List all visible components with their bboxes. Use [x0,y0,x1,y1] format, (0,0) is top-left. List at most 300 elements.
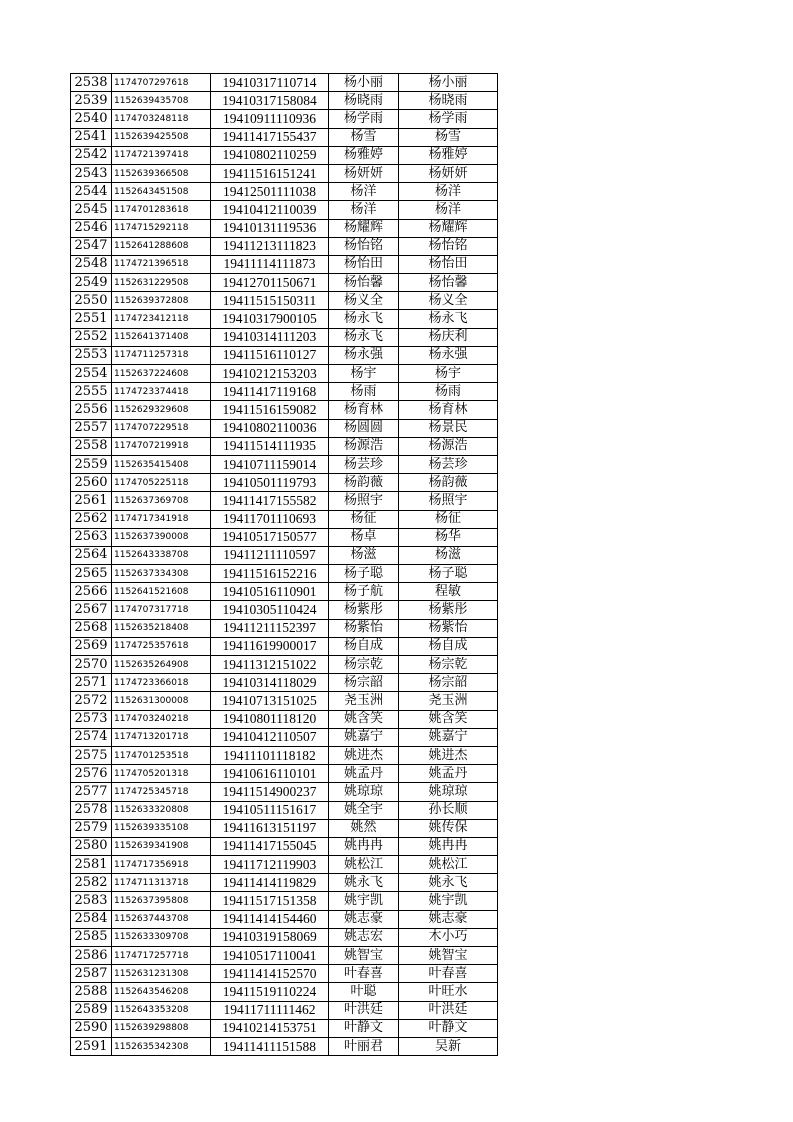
exam-number-cell: 19410713151025 [211,692,329,710]
row-number-cell: 2541 [71,128,112,146]
name-alt-cell: 杨宗乾 [399,656,498,674]
id-number-cell: 1174711257318 [112,346,211,364]
name-alt-cell: 程敏 [399,583,498,601]
exam-number-cell: 19411515150311 [211,292,329,310]
table-row [71,819,498,837]
row-number-cell: 2578 [71,801,112,819]
id-number-cell: 1174717341918 [112,510,211,528]
id-number-cell: 1152643338708 [112,546,211,564]
name-cell: 姚冉冉 [329,837,399,855]
table-row [71,255,498,273]
name-cell: 杨宗韶 [329,674,399,692]
name-alt-cell: 杨源浩 [399,437,498,455]
table-row [71,219,498,237]
roster-table-body [71,74,498,1056]
id-number-cell: 1152637390008 [112,528,211,546]
row-number-cell: 2583 [71,892,112,910]
table-row [71,274,498,292]
table-row [71,164,498,182]
id-number-cell: 1152639435708 [112,92,211,110]
exam-number-cell: 19411211152397 [211,619,329,637]
exam-number-cell: 19410317110714 [211,74,329,92]
id-number-cell: 1152643546208 [112,983,211,1001]
row-number-cell: 2552 [71,328,112,346]
table-row [71,401,498,419]
name-alt-cell: 杨小丽 [399,74,498,92]
table-row [71,74,498,92]
exam-number-cell: 19410911110936 [211,110,329,128]
name-cell: 姚智宝 [329,947,399,965]
row-number-cell: 2581 [71,856,112,874]
table-row [71,983,498,1001]
table-row [71,419,498,437]
id-number-cell: 1152639366508 [112,164,211,182]
exam-number-cell: 19411414154460 [211,910,329,928]
row-number-cell: 2544 [71,183,112,201]
name-cell: 杨洋 [329,183,399,201]
row-number-cell: 2584 [71,910,112,928]
name-alt-cell: 杨义全 [399,292,498,310]
row-number-cell: 2567 [71,601,112,619]
name-alt-cell: 杨芸珍 [399,455,498,473]
id-number-cell: 1152633309708 [112,928,211,946]
id-number-cell: 1152639335108 [112,819,211,837]
exam-number-cell: 19410314111203 [211,328,329,346]
name-cell: 杨自成 [329,637,399,655]
id-number-cell: 1174711313718 [112,874,211,892]
name-alt-cell: 杨宇 [399,365,498,383]
name-cell: 姚志豪 [329,910,399,928]
name-alt-cell: 叶春喜 [399,965,498,983]
name-alt-cell: 姚松江 [399,856,498,874]
name-alt-cell: 叶洪廷 [399,1001,498,1019]
name-cell: 杨怡馨 [329,274,399,292]
name-cell: 姚进杰 [329,746,399,764]
name-cell: 杨雨 [329,383,399,401]
row-number-cell: 2562 [71,510,112,528]
exam-number-cell: 19411711111462 [211,1001,329,1019]
name-alt-cell: 杨雪 [399,128,498,146]
table-row [71,874,498,892]
exam-number-cell: 19411417155437 [211,128,329,146]
exam-number-cell: 19410711159014 [211,455,329,473]
id-number-cell: 1152629329608 [112,401,211,419]
row-number-cell: 2563 [71,528,112,546]
exam-number-cell: 19411312151022 [211,656,329,674]
exam-number-cell: 19410616110101 [211,765,329,783]
exam-number-cell: 19411417155582 [211,492,329,510]
exam-number-cell: 19410801118120 [211,710,329,728]
name-cell: 杨雪 [329,128,399,146]
name-alt-cell: 杨怡馨 [399,274,498,292]
id-number-cell: 1174723412118 [112,310,211,328]
id-number-cell: 1174721397418 [112,146,211,164]
exam-number-cell: 19410517110041 [211,947,329,965]
row-number-cell: 2579 [71,819,112,837]
table-row [71,237,498,255]
name-alt-cell: 木小巧 [399,928,498,946]
table-row [71,728,498,746]
name-cell: 杨雅婷 [329,146,399,164]
name-alt-cell: 叶静文 [399,1019,498,1037]
id-number-cell: 1174705201318 [112,765,211,783]
name-alt-cell: 姚琼琼 [399,783,498,801]
id-number-cell: 1152643353208 [112,1001,211,1019]
name-cell: 杨紫彤 [329,601,399,619]
name-alt-cell: 杨雅婷 [399,146,498,164]
exam-number-cell: 19411516152216 [211,565,329,583]
name-alt-cell: 杨晓雨 [399,92,498,110]
id-number-cell: 1174721396518 [112,255,211,273]
name-alt-cell: 杨华 [399,528,498,546]
name-cell: 姚全宇 [329,801,399,819]
row-number-cell: 2573 [71,710,112,728]
name-alt-cell: 姚冉冉 [399,837,498,855]
name-cell: 姚然 [329,819,399,837]
exam-number-cell: 19411519110224 [211,983,329,1001]
name-cell: 杨学雨 [329,110,399,128]
name-alt-cell: 杨照宇 [399,492,498,510]
name-alt-cell: 杨耀辉 [399,219,498,237]
name-cell: 叶洪廷 [329,1001,399,1019]
name-cell: 杨怡田 [329,255,399,273]
table-row [71,383,498,401]
exam-number-cell: 19410412110039 [211,201,329,219]
name-alt-cell: 姚嘉宁 [399,728,498,746]
id-number-cell: 1152637443708 [112,910,211,928]
name-cell: 杨晓雨 [329,92,399,110]
id-number-cell: 1174723366018 [112,674,211,692]
name-alt-cell: 杨永飞 [399,310,498,328]
exam-number-cell: 19410802110259 [211,146,329,164]
id-number-cell: 1174717257718 [112,947,211,965]
exam-number-cell: 19411516151241 [211,164,329,182]
name-alt-cell: 杨怡铭 [399,237,498,255]
name-alt-cell: 杨怡田 [399,255,498,273]
row-number-cell: 2575 [71,746,112,764]
row-number-cell: 2568 [71,619,112,637]
id-number-cell: 1152637334308 [112,565,211,583]
id-number-cell: 1174703240218 [112,710,211,728]
row-number-cell: 2576 [71,765,112,783]
table-row [71,801,498,819]
table-row [71,692,498,710]
name-cell: 杨韵薇 [329,474,399,492]
exam-number-cell: 19411114111873 [211,255,329,273]
row-number-cell: 2585 [71,928,112,946]
table-row [71,783,498,801]
row-number-cell: 2582 [71,874,112,892]
id-number-cell: 1174707297618 [112,74,211,92]
name-alt-cell: 杨永强 [399,346,498,364]
table-row [71,947,498,965]
row-number-cell: 2557 [71,419,112,437]
exam-number-cell: 19411417155045 [211,837,329,855]
row-number-cell: 2554 [71,365,112,383]
name-cell: 姚永飞 [329,874,399,892]
row-number-cell: 2547 [71,237,112,255]
table-row [71,1019,498,1037]
id-number-cell: 1152637369708 [112,492,211,510]
id-number-cell: 1152635218408 [112,619,211,637]
id-number-cell: 1152641371408 [112,328,211,346]
name-alt-cell: 杨妍妍 [399,164,498,182]
name-alt-cell: 姚进杰 [399,746,498,764]
name-alt-cell: 杨育林 [399,401,498,419]
exam-number-cell: 19411213111823 [211,237,329,255]
id-number-cell: 1174707229518 [112,419,211,437]
table-row [71,455,498,473]
row-number-cell: 2587 [71,965,112,983]
id-number-cell: 1152631231308 [112,965,211,983]
id-number-cell: 1174717356918 [112,856,211,874]
roster-table [70,73,498,1056]
exam-number-cell: 19411701110693 [211,510,329,528]
exam-number-cell: 19410214153751 [211,1019,329,1037]
row-number-cell: 2556 [71,401,112,419]
name-cell: 叶丽君 [329,1037,399,1055]
row-number-cell: 2566 [71,583,112,601]
id-number-cell: 1152639298808 [112,1019,211,1037]
name-cell: 杨芸珍 [329,455,399,473]
table-row [71,92,498,110]
name-alt-cell: 姚含笑 [399,710,498,728]
table-row [71,146,498,164]
row-number-cell: 2560 [71,474,112,492]
row-number-cell: 2553 [71,346,112,364]
exam-number-cell: 19410511151617 [211,801,329,819]
name-cell: 杨宇 [329,365,399,383]
name-alt-cell: 姚宇凯 [399,892,498,910]
table-row [71,474,498,492]
name-cell: 杨滋 [329,546,399,564]
table-row [71,1037,498,1055]
row-number-cell: 2540 [71,110,112,128]
exam-number-cell: 19411211110597 [211,546,329,564]
name-cell: 杨永强 [329,346,399,364]
name-cell: 尧玉洲 [329,692,399,710]
name-alt-cell: 叶旺水 [399,983,498,1001]
row-number-cell: 2569 [71,637,112,655]
exam-number-cell: 19412501111038 [211,183,329,201]
table-row [71,510,498,528]
exam-number-cell: 19410212153203 [211,365,329,383]
row-number-cell: 2551 [71,310,112,328]
id-number-cell: 1152631300008 [112,692,211,710]
id-number-cell: 1174705225118 [112,474,211,492]
row-number-cell: 2546 [71,219,112,237]
name-alt-cell: 姚智宝 [399,947,498,965]
row-number-cell: 2565 [71,565,112,583]
name-cell: 杨耀辉 [329,219,399,237]
exam-number-cell: 19410516110901 [211,583,329,601]
name-cell: 姚宇凯 [329,892,399,910]
table-row [71,583,498,601]
id-number-cell: 1152631229508 [112,274,211,292]
table-row [71,656,498,674]
name-cell: 杨妍妍 [329,164,399,182]
name-alt-cell: 杨韵薇 [399,474,498,492]
exam-number-cell: 19411517151358 [211,892,329,910]
name-alt-cell: 杨庆利 [399,328,498,346]
name-cell: 杨源浩 [329,437,399,455]
name-alt-cell: 杨洋 [399,183,498,201]
name-cell: 杨宗乾 [329,656,399,674]
exam-number-cell: 19411101118182 [211,746,329,764]
name-alt-cell: 尧玉洲 [399,692,498,710]
id-number-cell: 1152637224608 [112,365,211,383]
table-row [71,328,498,346]
exam-number-cell: 19411414152570 [211,965,329,983]
name-alt-cell: 姚孟丹 [399,765,498,783]
row-number-cell: 2542 [71,146,112,164]
table-row [71,601,498,619]
name-cell: 杨育林 [329,401,399,419]
row-number-cell: 2558 [71,437,112,455]
name-cell: 杨卓 [329,528,399,546]
table-row [71,201,498,219]
name-alt-cell: 杨洋 [399,201,498,219]
name-cell: 叶春喜 [329,965,399,983]
name-alt-cell: 姚永飞 [399,874,498,892]
table-row [71,292,498,310]
id-number-cell: 1152635342308 [112,1037,211,1055]
table-row [71,183,498,201]
table-row [71,110,498,128]
row-number-cell: 2559 [71,455,112,473]
id-number-cell: 1174725357618 [112,637,211,655]
id-number-cell: 1174707317718 [112,601,211,619]
table-row [71,310,498,328]
table-row [71,765,498,783]
table-row [71,346,498,364]
row-number-cell: 2571 [71,674,112,692]
row-number-cell: 2543 [71,164,112,182]
name-alt-cell: 杨景民 [399,419,498,437]
name-cell: 杨永飞 [329,328,399,346]
exam-number-cell: 19411417119168 [211,383,329,401]
name-alt-cell: 杨宗韶 [399,674,498,692]
table-row [71,365,498,383]
row-number-cell: 2589 [71,1001,112,1019]
table-row [71,492,498,510]
table-row [71,910,498,928]
id-number-cell: 1174713201718 [112,728,211,746]
exam-number-cell: 19411514111935 [211,437,329,455]
id-number-cell: 1174715292118 [112,219,211,237]
id-number-cell: 1152639372808 [112,292,211,310]
id-number-cell: 1152641521608 [112,583,211,601]
exam-number-cell: 19410131119536 [211,219,329,237]
row-number-cell: 2550 [71,292,112,310]
table-row [71,546,498,564]
exam-number-cell: 19412701150671 [211,274,329,292]
name-cell: 杨小丽 [329,74,399,92]
name-cell: 杨义全 [329,292,399,310]
exam-number-cell: 19411712119903 [211,856,329,874]
name-cell: 杨紫怡 [329,619,399,637]
name-cell: 姚琼琼 [329,783,399,801]
id-number-cell: 1152635264908 [112,656,211,674]
name-cell: 杨永飞 [329,310,399,328]
exam-number-cell: 19410517150577 [211,528,329,546]
table-row [71,565,498,583]
name-alt-cell: 杨紫怡 [399,619,498,637]
name-alt-cell: 吴新 [399,1037,498,1055]
name-cell: 姚志宏 [329,928,399,946]
table-row [71,637,498,655]
name-alt-cell: 姚志豪 [399,910,498,928]
exam-number-cell: 19411516110127 [211,346,329,364]
row-number-cell: 2548 [71,255,112,273]
table-row [71,619,498,637]
id-number-cell: 1152643451508 [112,183,211,201]
row-number-cell: 2539 [71,92,112,110]
row-number-cell: 2580 [71,837,112,855]
table-row [71,1001,498,1019]
table-row [71,710,498,728]
table-row [71,528,498,546]
id-number-cell: 1174703248118 [112,110,211,128]
id-number-cell: 1152639341908 [112,837,211,855]
table-row [71,128,498,146]
exam-number-cell: 19411516159082 [211,401,329,419]
name-cell: 杨征 [329,510,399,528]
name-alt-cell: 杨滋 [399,546,498,564]
name-cell: 姚嘉宁 [329,728,399,746]
row-number-cell: 2590 [71,1019,112,1037]
exam-number-cell: 19411514900237 [211,783,329,801]
row-number-cell: 2588 [71,983,112,1001]
name-cell: 杨照宇 [329,492,399,510]
name-alt-cell: 杨紫彤 [399,601,498,619]
name-alt-cell: 杨征 [399,510,498,528]
table-row [71,892,498,910]
name-alt-cell: 孙长顺 [399,801,498,819]
row-number-cell: 2572 [71,692,112,710]
id-number-cell: 1174701283618 [112,201,211,219]
row-number-cell: 2591 [71,1037,112,1055]
exam-number-cell: 19410802110036 [211,419,329,437]
exam-number-cell: 19410305110424 [211,601,329,619]
exam-number-cell: 19411414119829 [211,874,329,892]
exam-number-cell: 19410319158069 [211,928,329,946]
row-number-cell: 2545 [71,201,112,219]
row-number-cell: 2555 [71,383,112,401]
exam-number-cell: 19410501119793 [211,474,329,492]
id-number-cell: 1174723374418 [112,383,211,401]
table-row [71,928,498,946]
table-row [71,856,498,874]
row-number-cell: 2564 [71,546,112,564]
name-alt-cell: 杨自成 [399,637,498,655]
id-number-cell: 1152633320808 [112,801,211,819]
row-number-cell: 2549 [71,274,112,292]
row-number-cell: 2574 [71,728,112,746]
name-alt-cell: 杨子聪 [399,565,498,583]
exam-number-cell: 19410317900105 [211,310,329,328]
id-number-cell: 1174707219918 [112,437,211,455]
table-row [71,965,498,983]
name-cell: 叶聪 [329,983,399,1001]
name-cell: 杨洋 [329,201,399,219]
name-alt-cell: 杨学雨 [399,110,498,128]
table-row [71,437,498,455]
id-number-cell: 1174725345718 [112,783,211,801]
name-cell: 姚孟丹 [329,765,399,783]
exam-number-cell: 19410314118029 [211,674,329,692]
name-cell: 杨圆圆 [329,419,399,437]
